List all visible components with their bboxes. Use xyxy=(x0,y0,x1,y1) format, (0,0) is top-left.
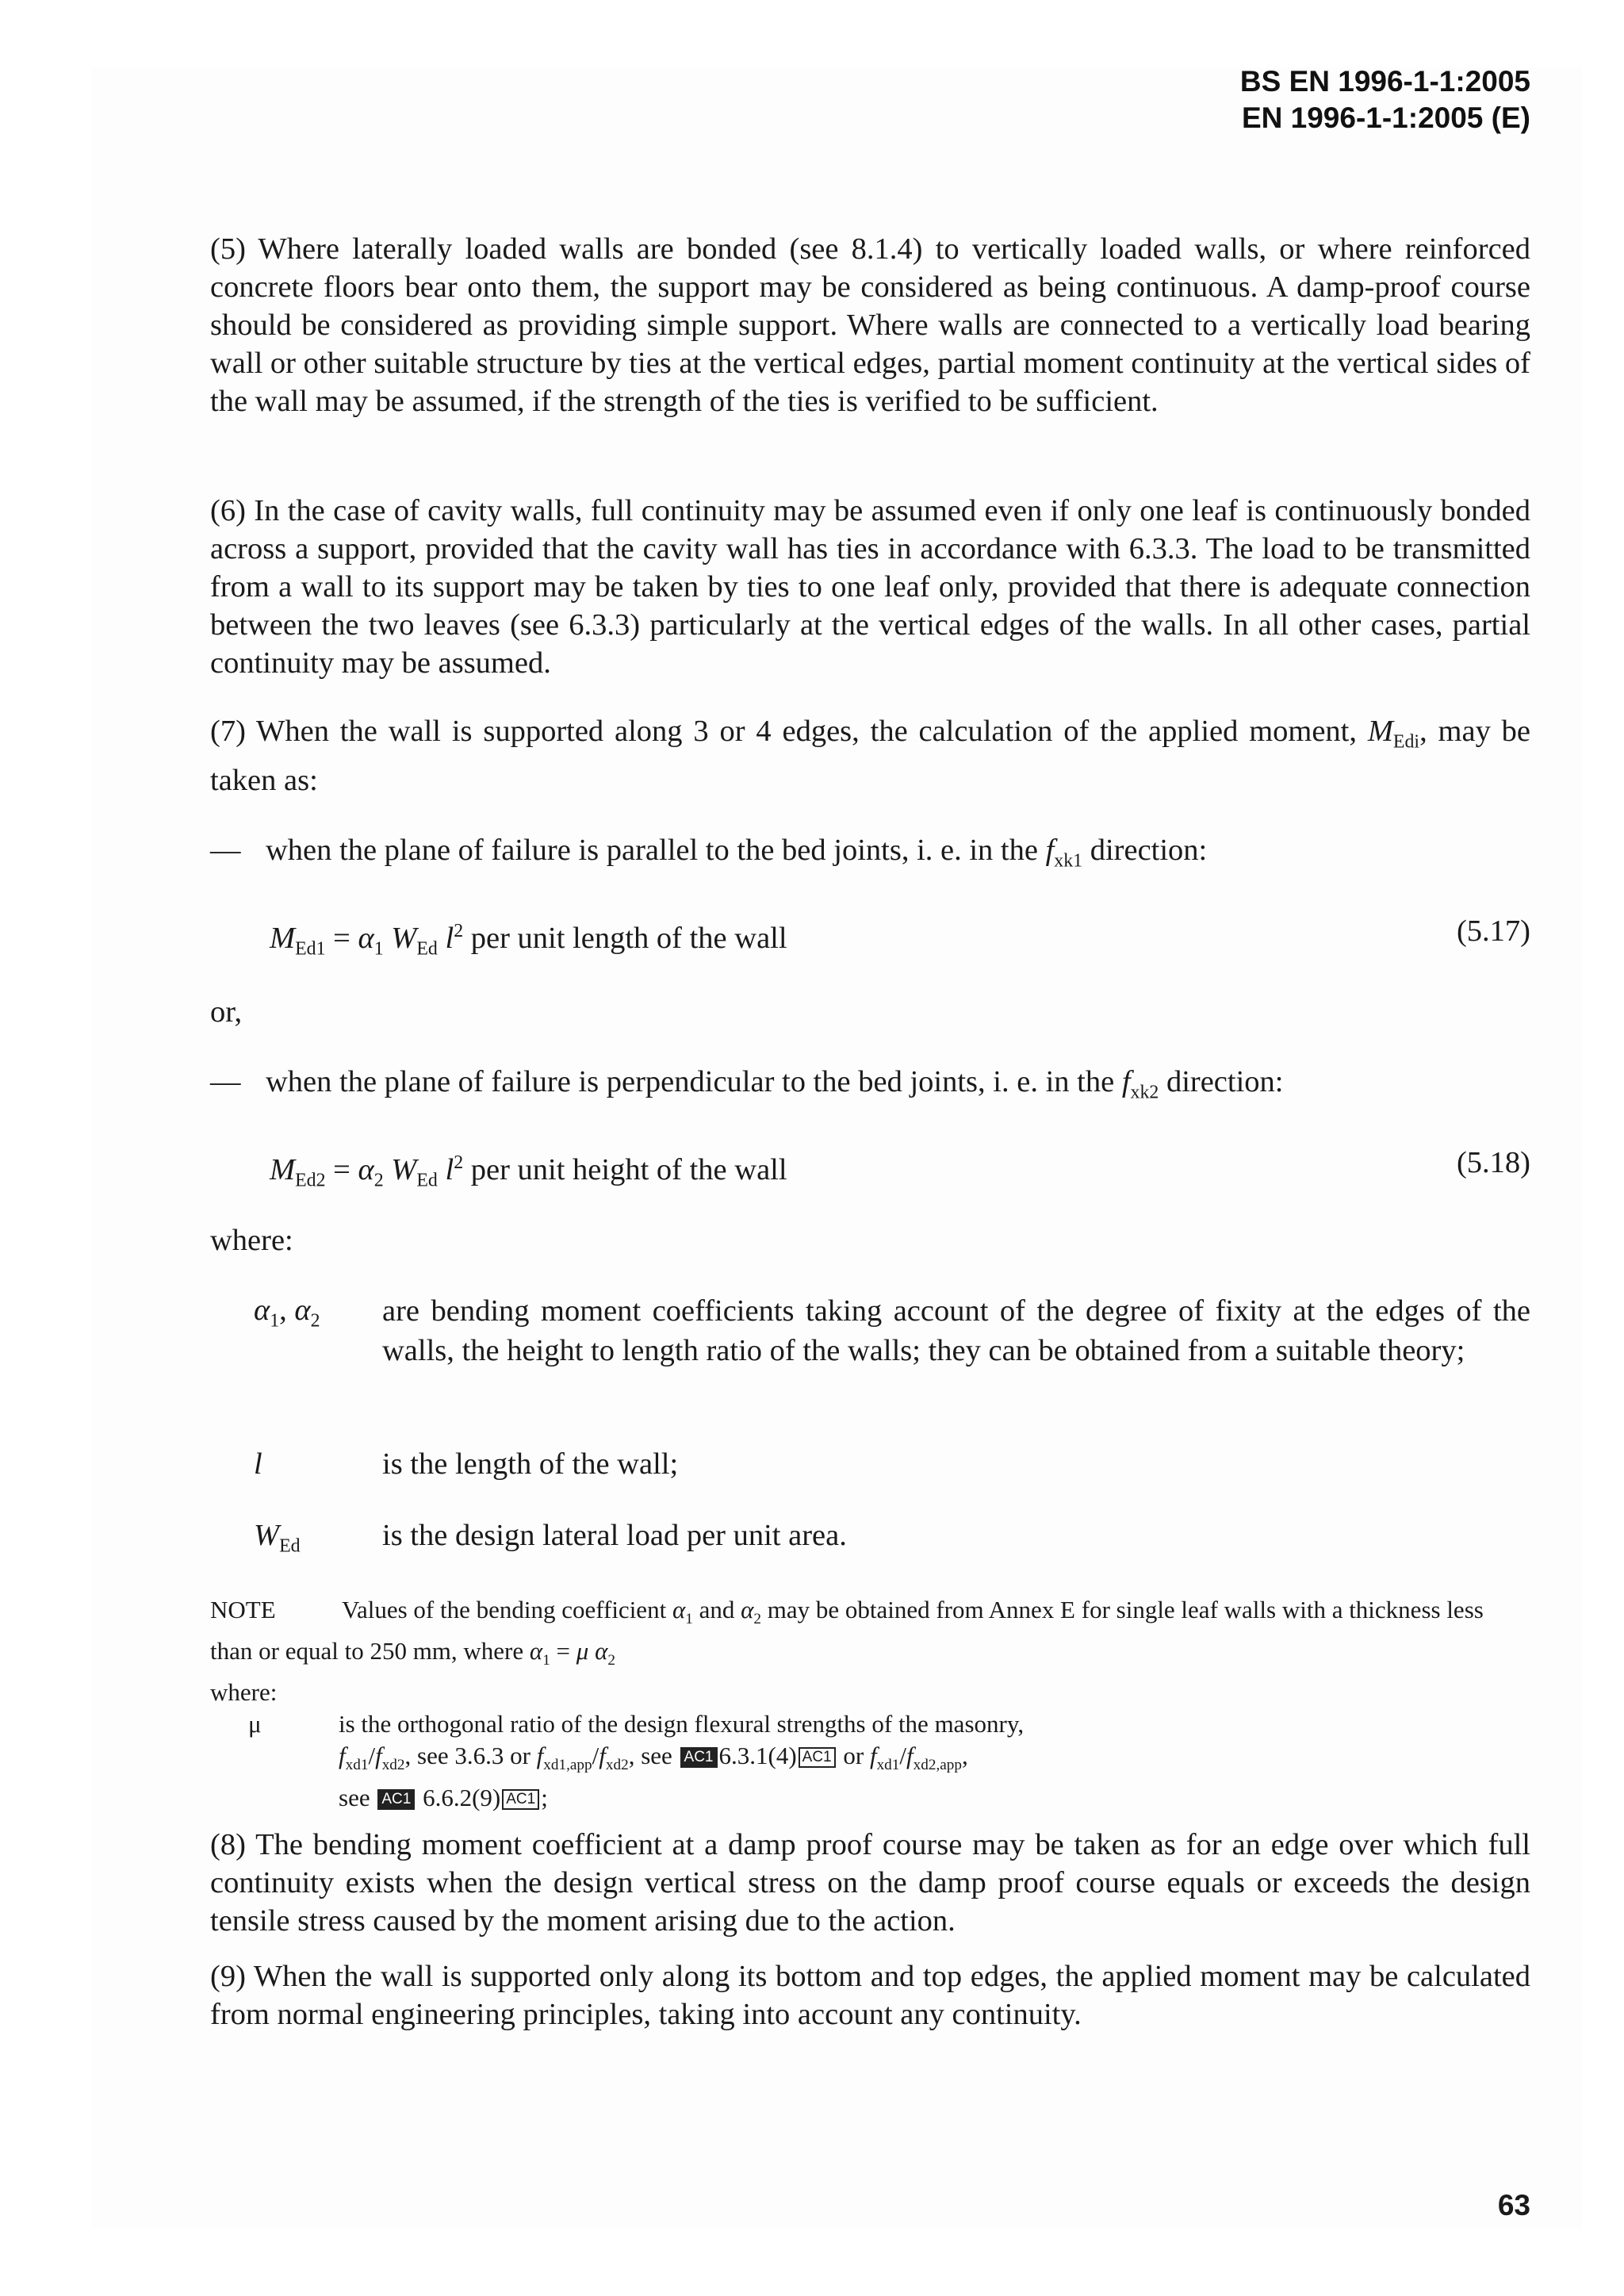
eq1-w-sub: Ed xyxy=(416,938,438,960)
eq1-text: per unit length of the wall xyxy=(463,921,787,955)
eq1-l: l xyxy=(445,921,454,955)
note-comma: , xyxy=(961,1742,968,1770)
note-xd2app: xd2,app xyxy=(913,1757,962,1774)
note-eq-mu: μ xyxy=(576,1637,589,1665)
paragraph-9: (9) When the wall is supported only along its bottom and top edges, the applied moment may be calculated from normal engineering principles, taking into account any continuity. xyxy=(210,1960,1530,2031)
paragraph-7-text-b: , may be taken as: xyxy=(210,715,1530,797)
eq1-alpha: α xyxy=(358,921,374,955)
eq2-w-sub: Ed xyxy=(416,1170,438,1191)
def-w-sub: Ed xyxy=(279,1535,301,1557)
note-and: and xyxy=(692,1596,741,1623)
header-standard-en: EN 1996-1-1:2005 (E) xyxy=(1241,102,1530,134)
note-slash: / xyxy=(368,1742,376,1770)
page-number: 63 xyxy=(1497,2189,1530,2221)
eq1-alpha-sub: 1 xyxy=(373,938,384,960)
eq2-text: per unit height of the wall xyxy=(463,1152,787,1186)
note-xd2: xd2 xyxy=(605,1757,629,1774)
eq1-w: W xyxy=(391,921,417,955)
note-slash: / xyxy=(899,1742,907,1770)
eq2-equals: = xyxy=(325,1152,358,1186)
note-label: NOTE xyxy=(210,1596,276,1623)
definition-text-alphas: are bending moment coefficients taking account of the degree of fixity at the edges of the walls, the height to length ratio of the walls; they can be obtained from a suitable theory; xyxy=(382,1294,1530,1367)
note-xd2: xd2 xyxy=(381,1757,405,1774)
def-alpha1-sub: 1 xyxy=(270,1310,280,1332)
note-f: f xyxy=(906,1742,914,1770)
def-w: W xyxy=(254,1519,280,1552)
connector-where: where: xyxy=(210,1224,293,1257)
def-alpha2: α xyxy=(294,1294,311,1327)
definition-text-l: is the length of the wall; xyxy=(382,1447,679,1481)
note-see2: , see xyxy=(628,1742,679,1770)
note-eq-alpha2-sub: 2 xyxy=(607,1652,615,1669)
eq1-lhs: M xyxy=(270,921,296,955)
note-f: f xyxy=(375,1742,382,1770)
note-text-a: Values of the bending coefficient xyxy=(342,1596,672,1623)
symbol-m-edi: M xyxy=(1367,715,1393,748)
eq2-w: W xyxy=(391,1152,417,1186)
note-alpha2: α xyxy=(741,1596,754,1623)
note-ref1: 6.3.1(4) xyxy=(718,1742,797,1770)
def-alpha2-sub: 2 xyxy=(310,1310,320,1332)
symbol-f-xk2: f xyxy=(1121,1065,1131,1098)
paragraph-8: (8) The bending moment coefficient at a damp proof course may be taken as for an edge over which full continuity exists when the design vertical stress on the damp proof course equals or exceeds the design tensile stress caused by the moment arising due to the action. xyxy=(210,1828,1530,1938)
symbol-f-xk1-sub: xk1 xyxy=(1054,850,1083,872)
definition-symbol-wed xyxy=(254,1516,301,1566)
eq1-equals: = xyxy=(325,921,358,955)
ac1-start-marker: AC1 xyxy=(680,1747,718,1768)
note-end: ; xyxy=(541,1783,548,1811)
note-mu-definition xyxy=(210,1708,1530,1813)
dash-item-perpendicular xyxy=(210,1063,1283,1112)
ac1-start-marker: AC1 xyxy=(377,1789,415,1810)
paragraph-5: (5) Where laterally loaded walls are bonded (see 8.1.4) to vertically loaded walls, or where reinforced concrete floors bear onto them, the support may be considered as being continuous. A damp-proof course should be considered as providing simple support. Where walls are connected to a vertically load bearing wall or other suitable structure by ties at the vertical edges, partial moment continuity at the vertical sides of the wall may be assumed, if the strength of the ties is verified to be sufficient. xyxy=(210,232,1530,418)
symbol-f-xk2-sub: xk2 xyxy=(1130,1082,1159,1103)
def-separator: , xyxy=(279,1294,295,1327)
note-see3: see xyxy=(339,1783,377,1811)
note-xd1: xd1 xyxy=(345,1757,369,1774)
eq1-power: 2 xyxy=(454,921,464,941)
note-mu-ratios xyxy=(339,1740,1530,1781)
note-see1: , see 3.6.3 or xyxy=(404,1742,537,1770)
dash-item-2-text-a: when the plane of failure is perpendicular to the bed joints, i. e. in the xyxy=(266,1065,1122,1098)
ac1-end-marker: AC1 xyxy=(799,1747,836,1768)
dash-item-1-text-b: direction: xyxy=(1082,834,1208,867)
note-f: f xyxy=(599,1742,606,1770)
equation-5-17 xyxy=(270,912,1530,968)
paragraph-7-text-a: (7) When the wall is supported along 3 or 4 edges, the calculation of the applied moment, xyxy=(210,715,1368,748)
note-alpha1: α xyxy=(672,1596,686,1623)
eq2-lhs-sub: Ed2 xyxy=(295,1170,326,1191)
dash-bullet: — xyxy=(210,834,241,867)
note-slash: / xyxy=(592,1742,599,1770)
eq2-lhs: M xyxy=(270,1152,296,1186)
note-ref2: 6.6.2(9) xyxy=(416,1783,501,1811)
definition-text-wed: is the design lateral load per unit area. xyxy=(382,1519,847,1552)
note-or: or xyxy=(837,1742,870,1770)
dash-bullet: — xyxy=(210,1065,241,1098)
eq2-alpha: α xyxy=(358,1152,374,1186)
note-mu-see xyxy=(339,1782,1530,1814)
header-standard-bs: BS EN 1996-1-1:2005 xyxy=(1239,65,1530,98)
note-mu-text: is the orthogonal ratio of the design flexural strengths of the masonry, xyxy=(339,1710,1025,1738)
paragraph-6: (6) In the case of cavity walls, full continuity may be assumed even if only one leaf is continuously bonded across a support, provided that the cavity wall has ties in accordance with 6.3.3. The load to be transmitted from a wall to its support may be taken by ties to one leaf only, provided that there is adequate connection between the two leaves (see 6.3.3) particularly at the vertical edges of the walls. In all other cases, partial continuity may be assumed. xyxy=(210,494,1530,680)
note-eq-alpha1-sub: 1 xyxy=(542,1652,550,1669)
symbol-m-edi-sub: Edi xyxy=(1392,731,1420,753)
document-header xyxy=(1240,63,1530,136)
note-text-b: may be obtained from Annex E for single leaf walls with a thickness less than or equal to 250 mm, where xyxy=(210,1596,1484,1665)
note-where: where: xyxy=(210,1678,278,1707)
note-xd1: xd1 xyxy=(876,1757,900,1774)
equation-number-5-17: (5.17) xyxy=(1456,914,1530,948)
eq2-alpha-sub: 2 xyxy=(373,1170,384,1191)
ac1-end-marker: AC1 xyxy=(502,1789,539,1810)
eq1-lhs-sub: Ed1 xyxy=(295,938,326,960)
definition-symbol-alphas xyxy=(254,1291,320,1340)
eq2-l: l xyxy=(445,1152,454,1186)
equation-number-5-18: (5.18) xyxy=(1456,1146,1530,1179)
note-f: f xyxy=(536,1742,544,1770)
dash-item-2-text-b: direction: xyxy=(1159,1065,1284,1098)
def-alpha1: α xyxy=(254,1294,270,1327)
note-f: f xyxy=(339,1742,346,1770)
connector-or: or, xyxy=(210,995,243,1029)
note-f: f xyxy=(869,1742,877,1770)
note-main xyxy=(210,1594,1530,1677)
note-eq-alpha1: α xyxy=(529,1637,543,1665)
symbol-f-xk1: f xyxy=(1045,834,1055,867)
definition-symbol-l xyxy=(254,1445,262,1483)
paragraph-7 xyxy=(210,712,1530,799)
note-xd1app: xd1,app xyxy=(543,1757,592,1774)
note-alpha1-sub: 1 xyxy=(685,1611,693,1628)
equation-5-18 xyxy=(270,1144,1530,1200)
def-l: l xyxy=(254,1447,262,1481)
dash-item-parallel xyxy=(210,831,1207,880)
note-alpha2-sub: 2 xyxy=(753,1611,761,1628)
note-mu-symbol: μ xyxy=(248,1710,262,1738)
note-eq-alpha2: α xyxy=(588,1637,608,1665)
dash-item-1-text-a: when the plane of failure is parallel to the bed joints, i. e. in the xyxy=(266,834,1046,867)
note-eq-equals: = xyxy=(550,1637,576,1665)
eq2-power: 2 xyxy=(454,1152,464,1173)
note-block xyxy=(210,1594,1530,1814)
